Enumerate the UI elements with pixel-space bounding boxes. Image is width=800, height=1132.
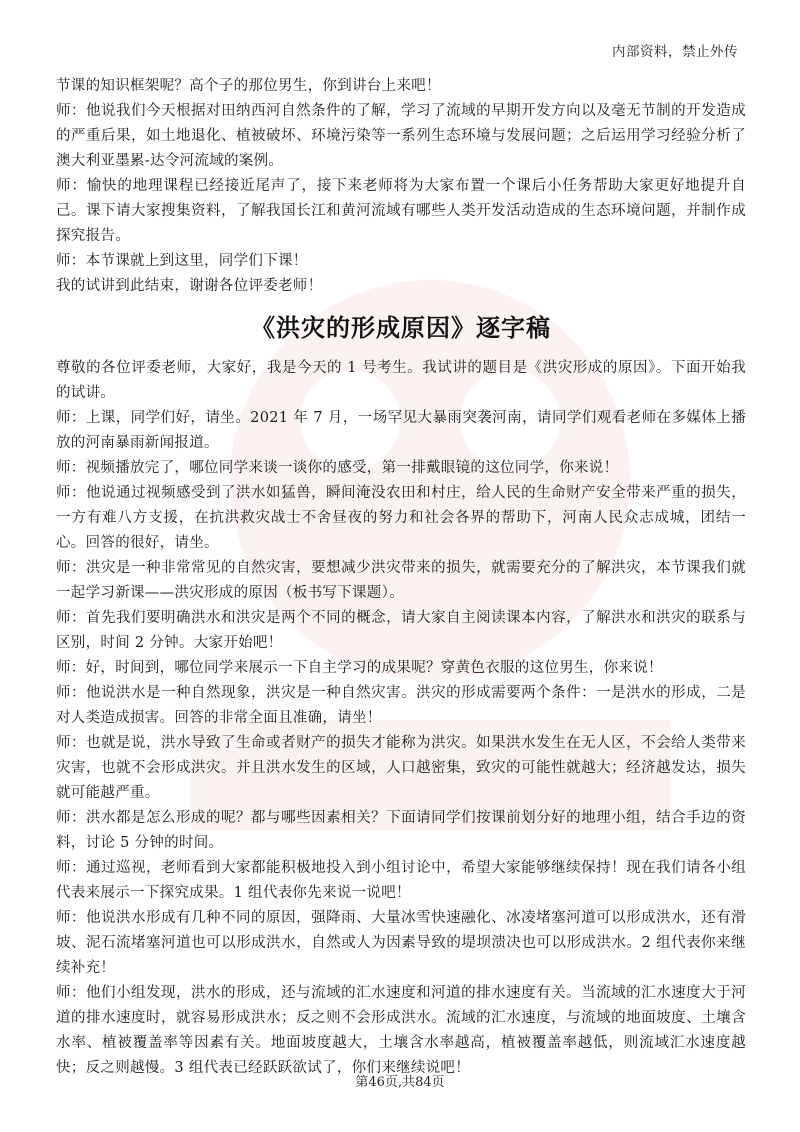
paragraph: 师：他们小组发现，洪水的形成，还与流域的汇水速度和河道的排水速度有关。当流域的汇水速度大于河道的排水速度时，就容易形成洪水；反之则不会形成洪水。流域的汇水速度，与流域的地面坡度、土壤含水率、植被覆盖率等因素有关。地面坡度越大，土壤含水率越高，植被覆盖率越低，则流域汇水速度越快；反之则越慢。3 组代表已经跃跃欲试了，你们来继续说吧！: [56, 985, 746, 1076]
paragraph: 师：也就是说，洪水导致了生命或者财产的损失才能称为洪灾。如果洪水发生在无人区，不会给人类带来灾害，也就不会形成洪灾。并且洪水发生的区域，人口越密集，致灾的可能性就越大；经济越发达，损失就可能越严重。: [56, 735, 746, 801]
paragraph: 师：他说洪水形成有几种不同的原因，强降雨、大量冰雪快速融化、冰凌堵塞河道可以形成洪水，还有滑坡、泥石流堵塞河道也可以形成洪水，自然或人为因素导致的堤坝溃决也可以形成洪水。2 组代表你来继续补充！: [56, 910, 746, 976]
paragraph: 师：他说我们今天根据对田纳西河自然条件的了解，学习了流域的早期开发方向以及毫无节制的开发造成的严重后果，如土地退化、植被破坏、环境污染等一系列生态环境与发展问题；之后运用学习经验分析了澳大利亚墨累-达令河流域的案例。: [56, 103, 746, 169]
paragraph: 师：他说洪水是一种自然现象，洪灾是一种自然灾害。洪灾的形成需要两个条件：一是洪水的形成，二是对人类造成损害。回答的非常全面且准确，请坐！: [56, 685, 746, 726]
section-title: 《洪灾的形成原因》逐字稿: [251, 313, 551, 342]
paragraph: 师：他说通过视频感受到了洪水如猛兽，瞬间淹没农田和村庄，给人民的生命财产安全带来严重的损失，一方有难八方支援，在抗洪救灾战士不舍昼夜的努力和社会各界的帮助下，河南人民众志成城，团结一心。回答的很好，请坐。: [56, 485, 746, 551]
paragraph: 师：上课，同学们好，请坐。2021 年 7 月，一场罕见大暴雨突袭河南，请同学们观看老师在多媒体上播放的河南暴雨新闻报道。: [56, 410, 746, 451]
paragraph: 师：视频播放完了，哪位同学来谈一谈你的感受，第一排戴眼镜的这位同学，你来说！: [56, 460, 619, 476]
paragraph: 师：通过巡视，老师看到大家都能积极地投入到小组讨论中，希望大家能够继续保持！现在我们请各小组代表来展示一下探究成果。1 组代表你先来说一说吧！: [56, 860, 746, 901]
paragraph: 师：洪水都是怎么形成的呢？都与哪些因素相关？下面请同学们按课前划分好的地理小组，结合手边的资料，讨论 5 分钟的时间。: [56, 810, 746, 851]
paragraph: 师：本节课就上到这里，同学们下课！: [56, 253, 308, 269]
paragraph: 尊敬的各位评委老师，大家好，我是今天的 1 号考生。我试讲的题目是《洪灾形成的原因》。下面开始我的试讲。: [56, 360, 746, 401]
paragraph: 师：好，时间到，哪位同学来展示一下自主学习的成果呢？穿黄色衣服的这位男生，你来说！: [56, 660, 663, 676]
paragraph: 师：洪灾是一种非常常见的自然灾害，要想减少洪灾带来的损失，就需要充分的了解洪灾，本节课我们就一起学习新课——洪灾形成的原因（板书写下课题）。: [56, 560, 746, 601]
confidential-note: 内部资料，禁止外传: [612, 44, 738, 60]
paragraph: 师：首先我们要明确洪水和洪灾是两个不同的概念，请大家自主阅读课本内容，了解洪水和洪灾的联系与区别，时间 2 分钟。大家开始吧！: [56, 610, 746, 651]
paragraph: 节课的知识框架呢？高个子的那位男生，你到讲台上来吧！: [56, 78, 441, 94]
paragraph: 我的试讲到此结束，谢谢各位评委老师！: [56, 278, 323, 294]
paragraph: 师：愉快的地理课程已经接近尾声了，接下来老师将为大家布置一个课后小任务帮助大家更好地提升自己。课下请大家搜集资料，了解我国长江和黄河流域有哪些人类开发活动造成的生态环境问题，并制作成探究报告。: [56, 178, 746, 244]
document-body: [56, 74, 746, 1081]
page-number: 第46页,共84页: [355, 1075, 445, 1090]
